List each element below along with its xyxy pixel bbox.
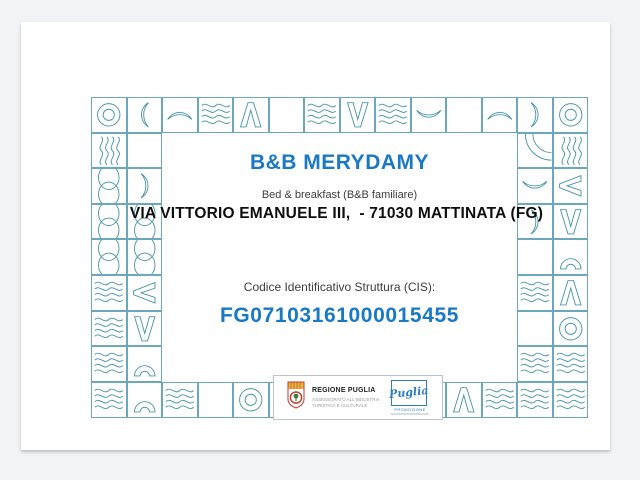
border-tile-empty bbox=[198, 382, 234, 418]
cis-code: FG07103161000015455 bbox=[219, 304, 460, 327]
border-tile-ring bbox=[91, 97, 127, 133]
border-tile-ring bbox=[553, 97, 589, 133]
border-tile-waves bbox=[198, 97, 234, 133]
regione-puglia-department bbox=[312, 397, 382, 409]
border-tile-waves bbox=[517, 346, 553, 382]
border-tile-chevU bbox=[446, 382, 482, 418]
border-tile-arch bbox=[553, 239, 589, 275]
border-tile-cr bbox=[517, 97, 553, 133]
regione-dept-line2: TURISTICA E CULTURALE bbox=[312, 402, 368, 408]
border-tile-circle2 bbox=[127, 239, 163, 275]
structure-type: Bed & breakfast (B&B familiare) bbox=[261, 189, 418, 201]
structure-address: VIA VITTORIO EMANUELE III, - 71030 MATTINATA (FG) bbox=[129, 205, 544, 222]
border-tile-circle2 bbox=[91, 239, 127, 275]
border-tile-cl bbox=[127, 97, 163, 133]
border-tile-chevD bbox=[340, 97, 376, 133]
border-tile-empty bbox=[517, 239, 553, 275]
regione-puglia-coat-of-arms-icon bbox=[287, 381, 305, 414]
logos-plaque bbox=[273, 375, 443, 420]
pugliapromozione-rule bbox=[391, 413, 429, 415]
pugliapromozione-label: PROMOZIONE bbox=[394, 407, 426, 413]
pugliapromozione-logo bbox=[388, 380, 430, 416]
border-tile-empty bbox=[269, 97, 305, 133]
border-tile-chevU bbox=[233, 97, 269, 133]
border-tile-waves bbox=[162, 382, 198, 418]
border-tile-waves bbox=[553, 346, 589, 382]
border-tile-arch bbox=[127, 346, 163, 382]
border-tile-ring bbox=[233, 382, 269, 418]
certificate-page bbox=[21, 22, 610, 450]
decorative-border-top bbox=[91, 97, 588, 133]
border-tile-waves bbox=[553, 382, 589, 418]
border-tile-smile bbox=[482, 97, 518, 133]
border-tile-waves bbox=[482, 382, 518, 418]
structure-title: B&B MERYDAMY bbox=[249, 151, 430, 174]
border-tile-waves bbox=[517, 382, 553, 418]
regione-puglia-text-block bbox=[312, 387, 382, 409]
border-tile-waves bbox=[304, 97, 340, 133]
border-tile-waves bbox=[375, 97, 411, 133]
border-tile-waves bbox=[91, 382, 127, 418]
regione-puglia-name: REGIONE PUGLIA bbox=[312, 386, 376, 394]
pugliapromozione-script: Puglia bbox=[388, 384, 430, 402]
border-tile-smile bbox=[162, 97, 198, 133]
border-tile-arch bbox=[127, 382, 163, 418]
border-tile-waves bbox=[91, 346, 127, 382]
border-tile-frown bbox=[411, 97, 447, 133]
border-tile-empty bbox=[446, 97, 482, 133]
pugliapromozione-frame-icon bbox=[388, 380, 430, 406]
regione-dept-line1: ASSESSORATO ALL'INDUSTRIA bbox=[312, 396, 380, 402]
cis-label: Codice Identificativo Struttura (CIS): bbox=[243, 280, 436, 294]
